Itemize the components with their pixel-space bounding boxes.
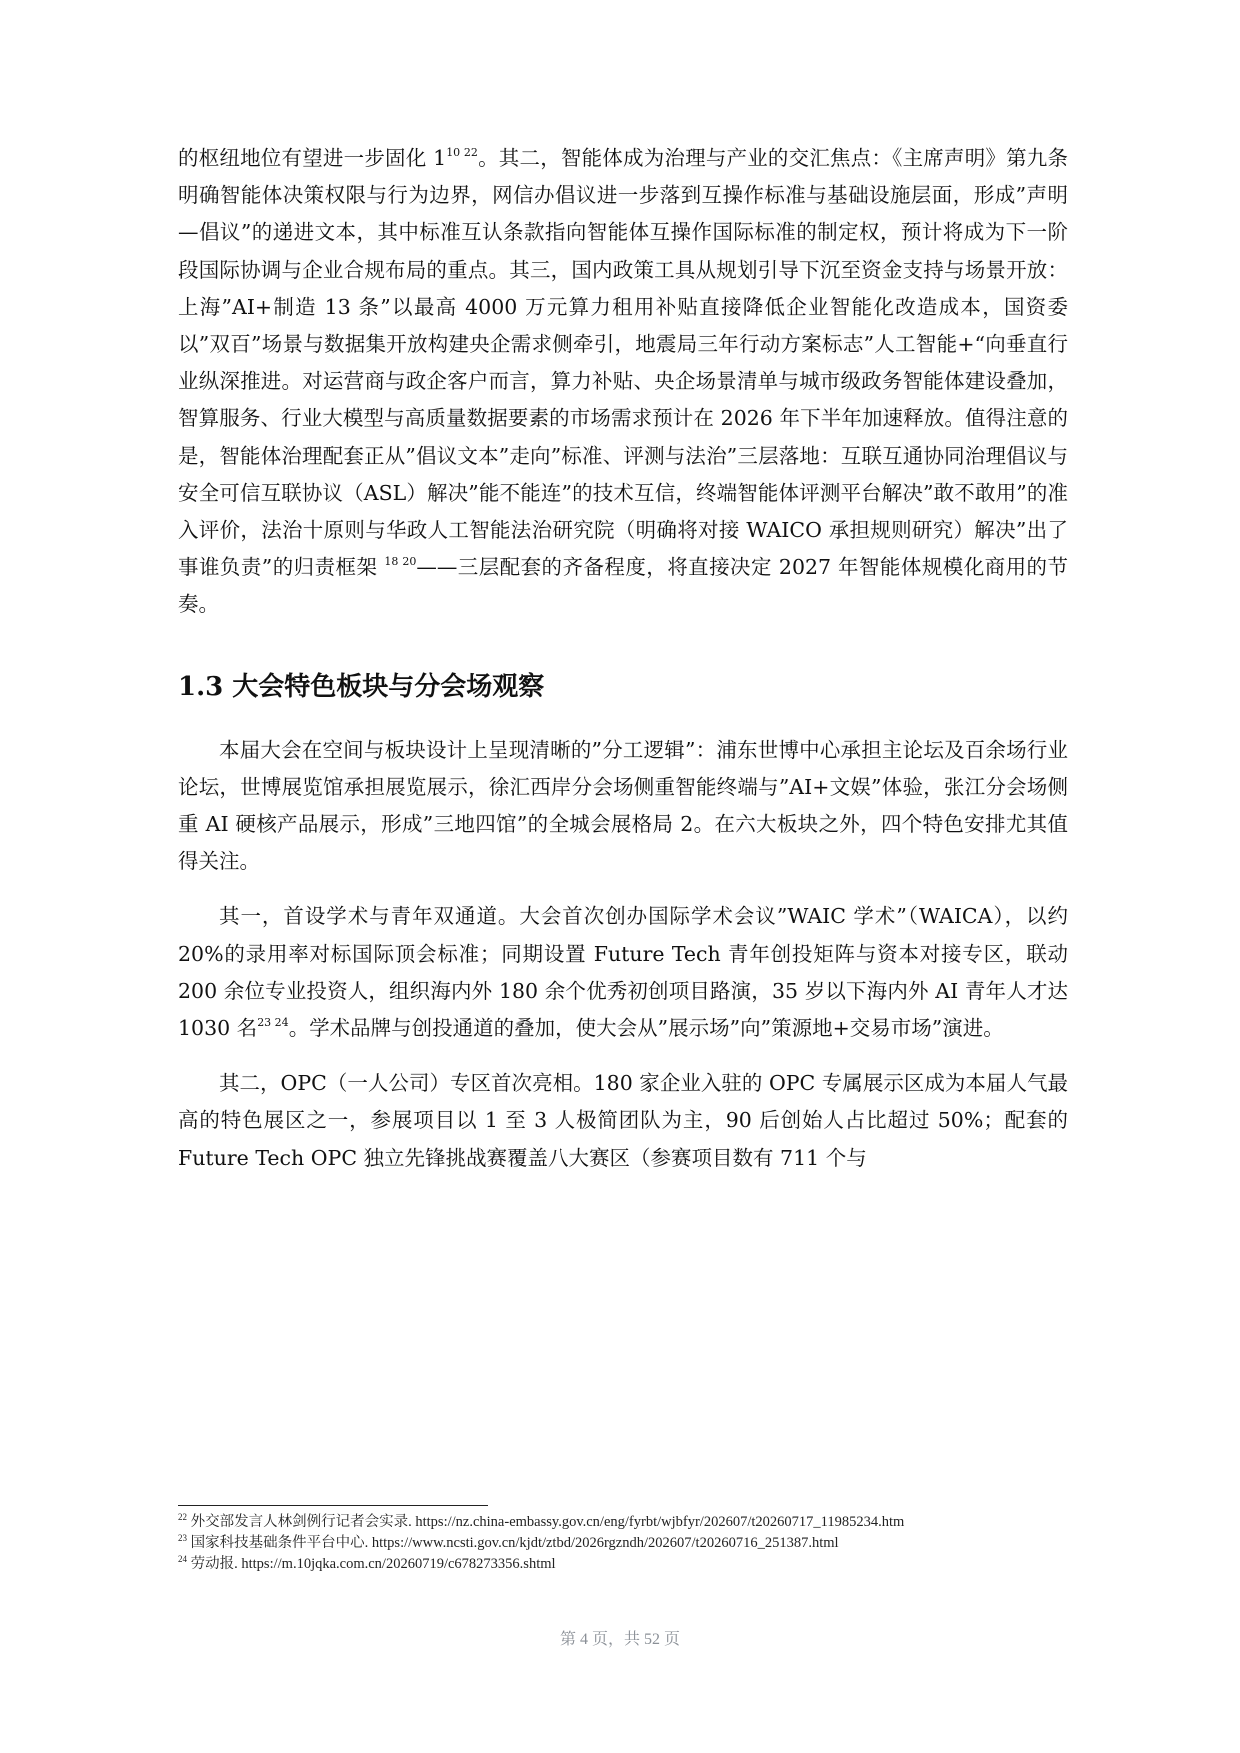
paragraph-continued: 的枢纽地位有望进一步固化 $1^{10 22}$。其二，智能体成为治理与产业的交汇焦点：《主席声明》第九条明确智能体决策权限与行为边界，网信办倡议进一步落到互操作标准与基础设施层面，形成”声明—倡议”的递进文本，其中标准互认条款指向智能体互操作国际标准的制定权，预计将成为下一阶段国际协调与企业合规布局的重点。其三，国内政策工具从规划引导下沉至资金支持与场景开放：上海”AI+制造 13 条”以最高 4000 万元算力租用补贴直接降低企业智能化改造成本，国资委以”双百”场景与数据集开放构建央企需求侧牵引，地震局三年行动方案标志”人工智能+“向垂直行业纵深推进。对运营商与政企客户而言，算力补贴、央企场景清单与城市级政务智能体建设叠加，智算服务、行业大模型与高质量数据要素的市场需求预计在 2026 年下半年加速释放。值得注意的是，智能体治理配套正从”倡议文本”走向”标准、评测与法治”三层落地：互联互通协同治理倡议与安全可信互联协议（ASL）解决”能不能连”的技术互信，终端智能体评测平台解决”敢不敢用”的准入评价，法治十原则与华政人工智能法治研究院（明确将对接 WAICO 承担规则研究）解决”出了事谁负责”的归责框架 $^{18 20}$——三层配套的齐备程度，将直接决定 2027 年智能体规模化商用的节奏。	[178, 146, 1068, 617]
paragraph: 其一，首设学术与青年双通道。大会首次创办国际学术会议”WAIC 学术”（WAICA），以约 20%的录用率对标国际顶会标准；同期设置 Future Tech 青年创投矩阵与资本对接专区，联动 200 余位专业投资人，组织海内外 180 余个优秀初创项目路演，35 岁以下海内外 AI 青年人才达 1030 名$^{23 24}$。学术品牌与创投通道的叠加，使大会从”展示场”向”策源地+交易市场”演进。	[178, 904, 1068, 1041]
citation-superscript: 18 20	[384, 555, 417, 569]
paragraph: 其二，OPC（一人公司）专区首次亮相。180 家企业入驻的 OPC 专属展示区成为本届人气最高的特色展区之一，参展项目以 1 至 3 人极简团队为主，90 后创始人占比超过 50%；配套的 Future Tech OPC 独立先锋挑战赛覆盖八大赛区（参赛项目数有 711 个与	[178, 1071, 1068, 1170]
citation-superscript: 10 22	[446, 146, 478, 159]
footnote: $^{24}$ 劳动报. https://m.10jqka.com.cn/20260719/c678273356.shtml	[178, 1554, 556, 1572]
section-heading: 1.3 大会特色板块与分会场观察	[178, 671, 545, 702]
paragraph: 本届大会在空间与板块设计上呈现清晰的”分工逻辑”：浦东世博中心承担主论坛及百余场行业论坛，世博展览馆承担展览展示，徐汇西岸分会场侧重智能终端与”AI+文娱”体验，张江分会场侧重 AI 硬核产品展示，形成”三地四馆”的全城会展格局 2。在六大板块之外，四个特色安排尤其值得关注。	[178, 737, 1068, 874]
citation-superscript: 23 24	[257, 1016, 289, 1030]
body-text	[178, 140, 1068, 1177]
footnote-divider	[178, 1505, 488, 1506]
footnote: $^{22}$ 外交部发言人林剑例行记者会实录. https://nz.china-embassy.gov.cn/eng/fyrbt/wjbfyr/202607/t20260717_11985234.htm	[178, 1512, 905, 1530]
footnotes	[178, 1512, 1068, 1575]
page-number: 第 4 页，共 52 页	[559, 1631, 680, 1648]
footnote: $^{23}$ 国家科技基础条件平台中心. https://www.ncsti.gov.cn/kjdt/ztbd/2026rgzndh/202607/t20260716_251387.html	[178, 1533, 839, 1551]
